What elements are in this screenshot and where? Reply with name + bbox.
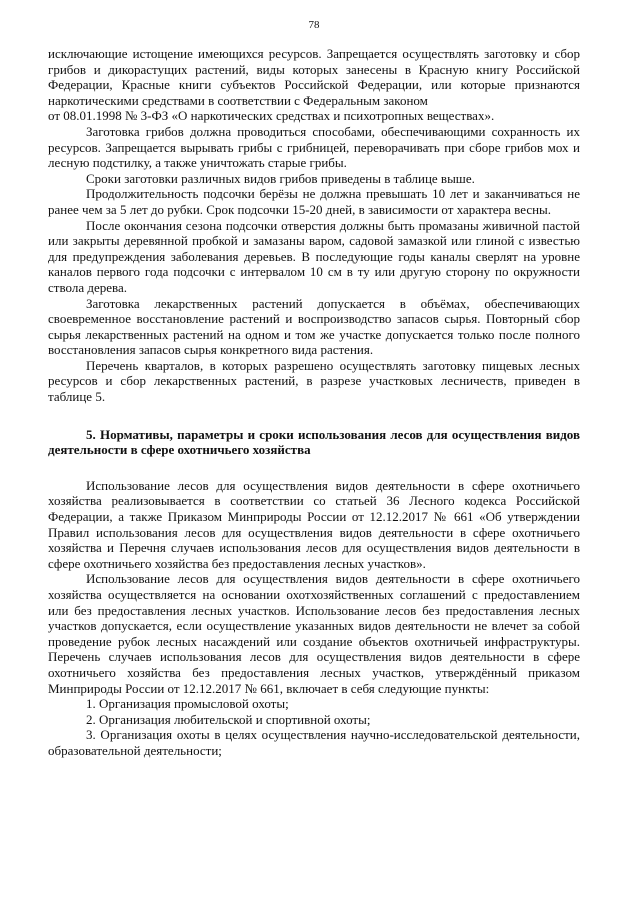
- paragraph-law-reference: от 08.01.1998 № 3-ФЗ «О наркотических средствах и психотропных веществах».: [48, 108, 495, 124]
- paragraph-continuation: исключающие истощение имеющихся ресурсов. Запрещается осуществлять заготовку и сбор грибов и дикорастущих растений, виды которых занесены в Красную книгу Российской Федерации, Красные книги субъектов Российской Федерации, или которые признаются наркотическими средствами в соответствии с Федеральным законом: [48, 46, 580, 108]
- paragraph-medicinal-plants: Заготовка лекарственных растений допускается в объёмах, обеспечивающих своевременное восстановление растений и воспроизводство запасов сырья. Повторный сбор сырья лекарственных растений на одном и том же участке допускается только после полного восстановления запасов сырья конкретного вида растения.: [48, 295, 580, 358]
- page-number: 78: [308, 19, 320, 31]
- list-item: 2. Организация любительской и спортивной охоты;: [86, 711, 371, 727]
- paragraph-hunting-legal-basis: Использование лесов для осуществления видов деятельности в сфере охотничьего хозяйства реализовывается в соответствии со статьей 36 Лесного кодекса Российской Федерации, а также Приказом Минприроды России от 12.12.2017 № 661 «Об утверждении Правил использования лесов для осуществления видов деятельности в сфере охотничьего хозяйства и Перечня случаев использования лесов для осуществления видов деятельности в сфере охотничьего хозяйства без предоставления лесных участков».: [48, 477, 580, 571]
- paragraph-harvest-dates: Сроки заготовки различных видов грибов приведены в таблице выше.: [86, 170, 475, 186]
- section-heading: 5. Нормативы, параметры и сроки использования лесов для осуществления видов деятельности в сфере охотничьего хозяйства: [48, 426, 580, 458]
- paragraph-birch-tapping: Продолжительность подсочки берёзы не должна превышать 10 лет и заканчиваться не ранее чем за 5 лет до рубки. Срок подсочки 15-20 дней, в зависимости от характера весны.: [48, 186, 580, 217]
- paragraph-mushroom-harvest: Заготовка грибов должна проводиться способами, обеспечивающими сохранность их ресурсов. Запрещается вырывать грибы с грибницей, переворачивать при сборе грибов мох и лесную подстилку, а также уничтожать старые грибы.: [48, 123, 580, 171]
- list-item: 3. Организация охоты в целях осуществления научно-исследовательской деятельности, образовательной деятельности;: [48, 727, 580, 758]
- document-page: [48, 18, 580, 759]
- paragraph-hunting-agreements: Использование лесов для осуществления видов деятельности в сфере охотничьего хозяйства осуществляется на основании охотхозяйственных соглашений с предоставлением или без предоставления лесных участков. Использование лесов без предоставления лесных участков допускается, если осуществление указанных видов деятельности не влечет за собой проведение рубок лесных насаждений или создание объектов охотничьей инфраструктуры. Перечень случаев использования лесов для осуществления видов деятельности в сфере охотничьего хозяйства без предоставления лесных участков, утверждённый приказом Минприроды России от 12.12.2017 № 661, включает в себя следующие пункты:: [48, 571, 580, 696]
- list-item: 1. Организация промысловой охоты;: [86, 696, 289, 712]
- paragraph-quarters-list: Перечень кварталов, в которых разрешено осуществлять заготовку пищевых лесных ресурсов и сбор лекарственных растений, в разрезе участковых лесничеств, приведен в таблице 5.: [48, 357, 580, 405]
- paragraph-after-tapping: После окончания сезона подсочки отверстия должны быть промазаны живичной пастой или закрыты деревянной пробкой и замазаны варом, садовой замазкой или глиной с известью для предупреждения заболевания деревьев. В последующие годы каналы сверлят на уровне каналов первого года подсочки с интервалом 10 см в ту или другую сторону по окружности ствола дерева.: [48, 217, 580, 295]
